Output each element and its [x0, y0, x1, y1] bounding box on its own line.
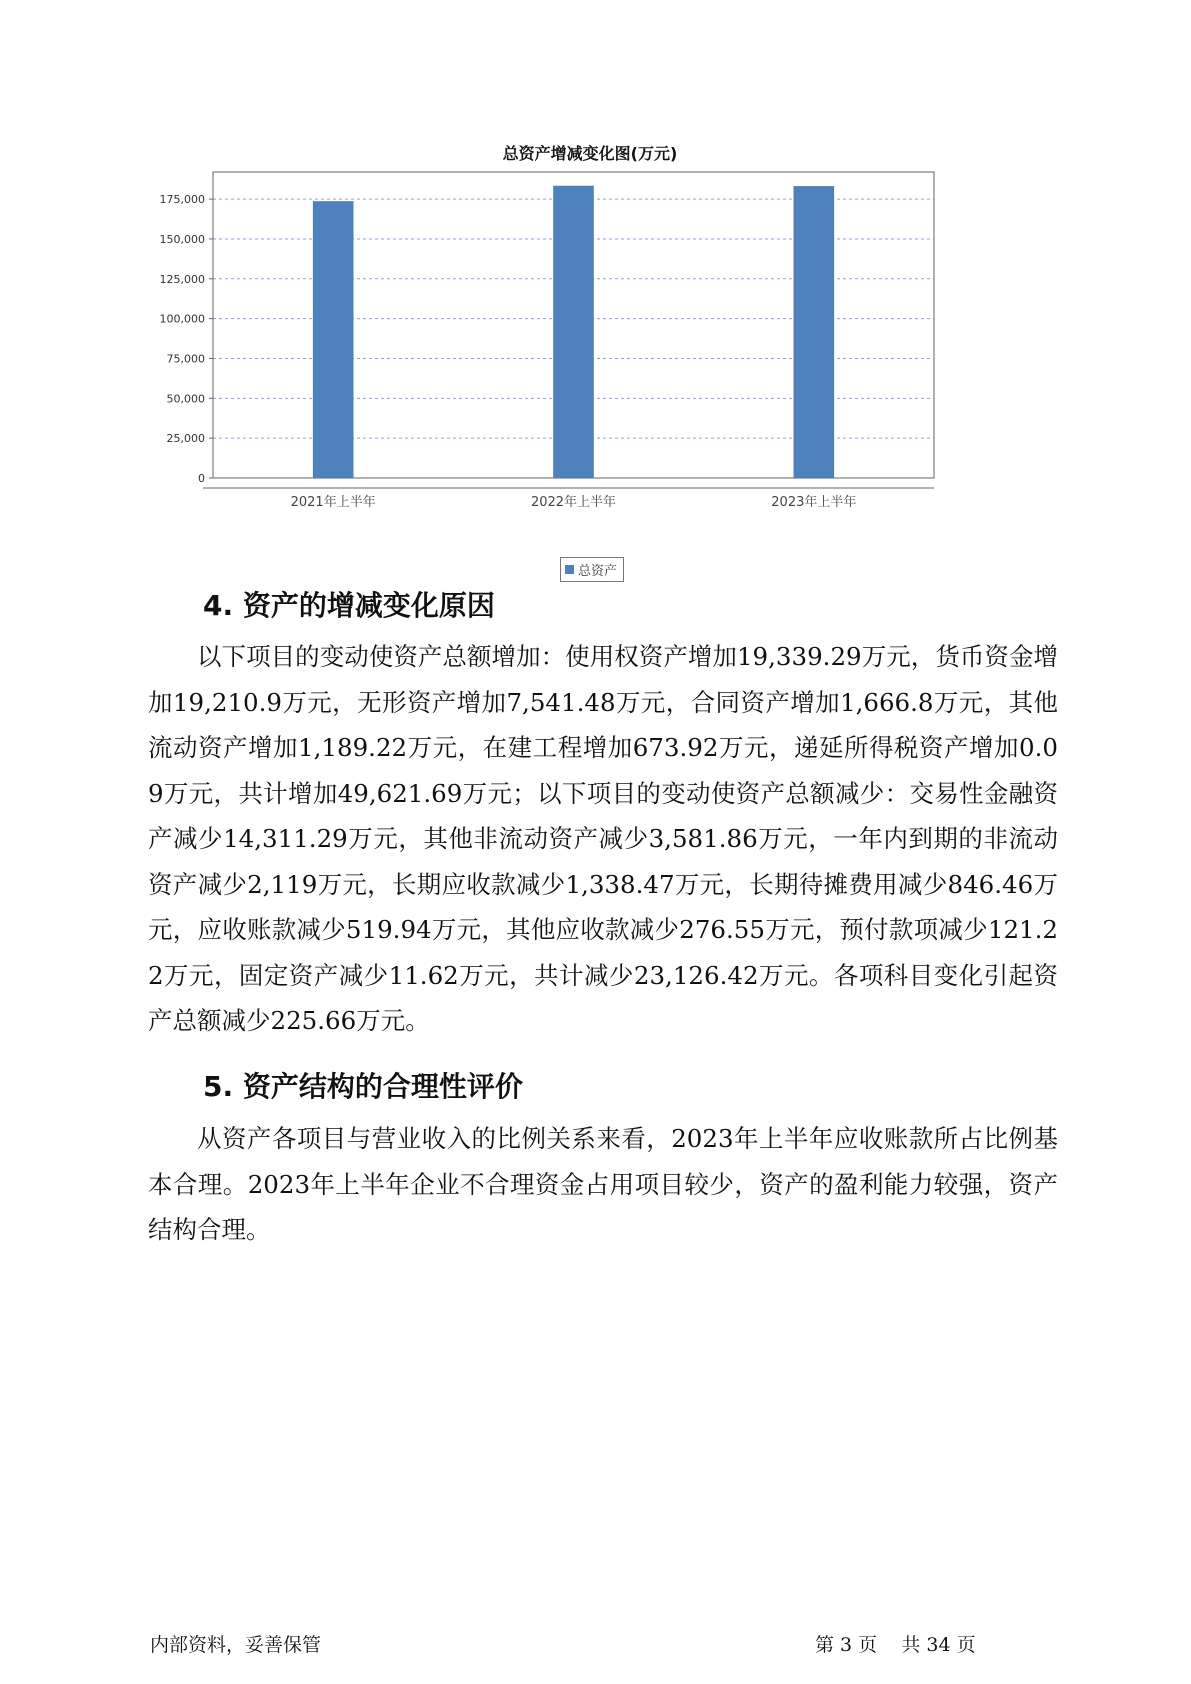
bar: [794, 186, 834, 478]
section-heading-4: 4. 资产的增减变化原因: [203, 589, 495, 622]
chart-legend: [560, 557, 624, 582]
x-tick-label: 2021年上半年: [290, 495, 376, 510]
x-tick-label: 2023年上半年: [771, 495, 857, 510]
y-tick-label: 175,000: [159, 193, 205, 207]
section-heading-5: 5. 资产结构的合理性评价: [203, 1070, 523, 1103]
bar: [554, 186, 594, 478]
section-paragraph-5: 从资产各项目与营业收入的比例关系来看，2023年上半年应收账款所占比例基本合理。2023年上半年企业不合理资金占用项目较少，资产的盈利能力较强，资产结构合理。: [148, 1124, 1058, 1244]
y-tick-label: 0: [198, 472, 205, 485]
footer-confidential-note: 内部资料，妥善保管: [150, 1634, 322, 1656]
section-paragraph-4: 以下项目的变动使资产总额增加：使用权资产增加19,339.29万元，货币资金增加19,210.9万元，无形资产增加7,541.48万元，合同资产增加1,666.8万元，其他流动资产增加1,189.22万元，在建工程增加673.92万元，递延所得税资产增加0.09万元，共计增加49,621.69万元；以下项目的变动使资产总额减少：交易性金融资产减少14,311.29万元，其他非流动资产减少3,581.86万元，一年内到期的非流动资产减少2,119万元，长期应收款减少1,338.47万元，长期待摊费用减少846.46万元，应收账款减少519.94万元，其他应收款减少276.55万元，预付款项减少121.22万元，固定资产减少11.62万元，共计减少23,126.42万元。各项科目变化引起资产总额减少225.66万元。: [148, 642, 1058, 1035]
bar: [313, 201, 353, 478]
y-tick-label: 75,000: [166, 352, 205, 366]
x-tick-label: 2022年上半年: [530, 495, 617, 510]
legend-swatch: [565, 565, 574, 574]
y-tick-label: 150,000: [159, 232, 205, 246]
bar-chart-svg: [150, 135, 1030, 555]
y-tick-label: 50,000: [166, 392, 205, 406]
total-assets-chart: [150, 135, 1030, 605]
chart-title: 总资产增减变化图(万元): [502, 144, 678, 163]
y-tick-label: 25,000: [166, 432, 205, 446]
footer-page-number: 第 3 页 共 34 页: [815, 1634, 976, 1656]
legend-label: 总资产: [578, 564, 618, 579]
y-tick-label: 125,000: [159, 272, 205, 286]
y-tick-label: 100,000: [159, 312, 205, 326]
